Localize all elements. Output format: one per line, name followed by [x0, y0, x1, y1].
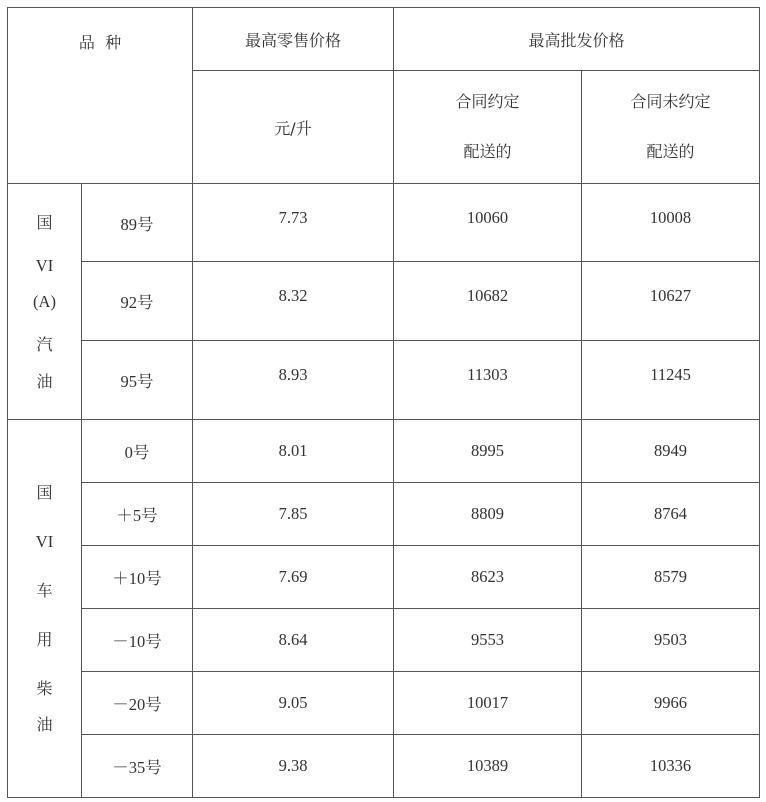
grade-cell: 89号: [82, 184, 193, 262]
retail-cell: 8.32: [193, 262, 394, 341]
noncontract-cell: 8764: [582, 483, 760, 546]
table-row: [8, 420, 760, 483]
grade-cell: －10号: [82, 609, 193, 672]
grade-cell: 0号: [82, 420, 193, 483]
contract-cell: 11303: [394, 341, 582, 420]
retail-cell: 7.69: [193, 546, 394, 609]
noncontract-cell: 9503: [582, 609, 760, 672]
grade-cell: －20号: [82, 672, 193, 735]
contract-cell: 10682: [394, 262, 582, 341]
contract-cell: 10389: [394, 735, 582, 798]
table-row: [8, 546, 760, 609]
noncontract-cell: 10008: [582, 184, 760, 262]
grade-cell: ＋10号: [82, 546, 193, 609]
retail-cell: 8.93: [193, 341, 394, 420]
header-contract: [394, 71, 582, 184]
noncontract-cell: 11245: [582, 341, 760, 420]
noncontract-cell: 10627: [582, 262, 760, 341]
header-contract-line2: 配送的: [463, 142, 512, 161]
diesel-group-label: [8, 420, 82, 798]
retail-cell: 9.05: [193, 672, 394, 735]
noncontract-cell: 10336: [582, 735, 760, 798]
grade-cell: 95号: [82, 341, 193, 420]
group-char: 国: [36, 482, 53, 502]
grade-cell: 92号: [82, 262, 193, 341]
contract-cell: 10017: [394, 672, 582, 735]
table-row: [8, 735, 760, 798]
group-char: 用: [36, 629, 53, 649]
gasoline-group-label: [8, 184, 82, 420]
contract-cell: 8809: [394, 483, 582, 546]
table-row: [8, 262, 760, 341]
group-char: 油: [36, 714, 53, 734]
header-category: 品 种: [8, 8, 193, 184]
table-row: [8, 609, 760, 672]
header-row-1: [8, 8, 760, 71]
grade-cell: －35号: [82, 735, 193, 798]
header-noncontract-line2: 配送的: [646, 142, 695, 161]
contract-cell: 8623: [394, 546, 582, 609]
group-char: 油: [36, 371, 53, 391]
group-char: VI: [35, 531, 54, 551]
header-wholesale-title: 最高批发价格: [394, 8, 760, 71]
contract-cell: 9553: [394, 609, 582, 672]
group-char: VI: [35, 255, 54, 275]
retail-cell: 8.01: [193, 420, 394, 483]
retail-cell: 7.85: [193, 483, 394, 546]
noncontract-cell: 9966: [582, 672, 760, 735]
group-char: 国: [36, 212, 53, 232]
noncontract-cell: 8949: [582, 420, 760, 483]
header-contract-line1: 合同约定: [455, 92, 520, 111]
fuel-price-table: [7, 7, 760, 798]
group-char: 汽: [36, 334, 53, 354]
table-row: [8, 341, 760, 420]
contract-cell: 10060: [394, 184, 582, 262]
grade-cell: ＋5号: [82, 483, 193, 546]
table-row: [8, 483, 760, 546]
retail-cell: 9.38: [193, 735, 394, 798]
group-char: 柴: [36, 678, 53, 698]
contract-cell: 8995: [394, 420, 582, 483]
table-row: [8, 184, 760, 262]
retail-cell: 7.73: [193, 184, 394, 262]
table-row: [8, 672, 760, 735]
group-char: (A): [33, 291, 56, 311]
retail-cell: 8.64: [193, 609, 394, 672]
header-noncontract: [582, 71, 760, 184]
header-noncontract-line1: 合同未约定: [630, 92, 711, 111]
noncontract-cell: 8579: [582, 546, 760, 609]
header-retail-unit: 元/升: [193, 71, 394, 184]
group-char: 车: [36, 580, 53, 600]
header-retail-title: 最高零售价格: [193, 8, 394, 71]
